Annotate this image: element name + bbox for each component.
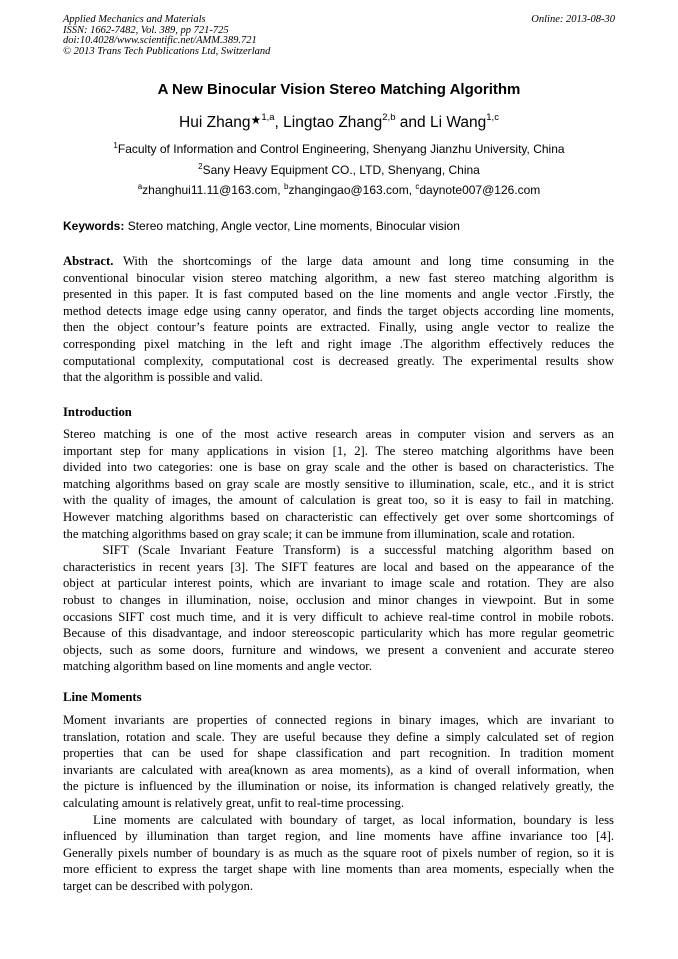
- body-line: important step for many applications in vision [1, 2]. The stereo matching algorithms have been: [63, 443, 614, 458]
- journal-name: Applied Mechanics and Materials: [63, 14, 206, 25]
- author-name: Lingtao Zhang: [283, 114, 383, 131]
- introduction-body: [63, 426, 614, 675]
- abstract-line: [63, 253, 614, 270]
- body-line: matching algorithms based on gray scale are mostly sensitive to illumination, scale, etc., and it is strict: [63, 476, 614, 491]
- author-affiliation-sup: 1,c: [486, 112, 499, 123]
- body-line: matching algorithm based on line moments and angle vector.: [63, 659, 373, 674]
- abstract-line: method detects image edge using canny operator, and finds the target objects according line moments,: [63, 303, 614, 318]
- affiliation-text: Sany Heavy Equipment CO., LTD, Shenyang, China: [202, 163, 480, 177]
- section-heading-line-moments: Line Moments: [63, 690, 142, 704]
- affiliation-2: [0, 163, 678, 177]
- body-line: invariants are calculated with area(known as area moments), as a kind of overall information, when: [63, 762, 614, 777]
- email-link[interactable]: zhanghui11.11@163.com,: [142, 183, 284, 197]
- abstract: [63, 253, 614, 386]
- author-separator: and: [395, 114, 430, 131]
- journal-issn: ISSN: 1662-7482, Vol. 389, pp 721-725: [63, 24, 229, 36]
- body-line: SIFT (Scale Invariant Feature Transform) is a successful matching algorithm based on: [63, 543, 614, 558]
- body-line: properties that can be used for shape classification and part recognition. In tradition moment: [63, 746, 614, 761]
- keywords-text: Stereo matching, Angle vector, Line moments, Binocular vision: [124, 219, 460, 233]
- author-name: Li Wang: [429, 114, 487, 131]
- body-line: the picture is influenced by the illumination or noise, its information is changed relatively greatly, the: [63, 779, 614, 794]
- keywords: [63, 219, 460, 233]
- email-link[interactable]: zhangingao@163.com,: [288, 183, 416, 197]
- journal-copyright: © 2013 Trans Tech Publications Ltd, Switzerland: [63, 45, 271, 57]
- affiliation-text: Faculty of Information and Control Engineering, Shenyang Jianzhu University, China: [117, 142, 565, 156]
- email-link[interactable]: daynote007@126.com: [419, 183, 541, 197]
- author-list: [0, 114, 678, 132]
- body-line: objects, such as some doors, furniture and windows, we present a convenient and accurate stereo: [63, 642, 614, 657]
- author-name: Hui Zhang: [179, 114, 251, 131]
- affiliation-number: 1: [113, 141, 118, 150]
- body-line: Generally pixels number of boundary is as much as the square root of pixels number of region, so it is: [63, 845, 614, 860]
- paper-title: A New Binocular Vision Stereo Matching Algorithm: [157, 81, 521, 98]
- body-line: calculating amount is relatively great, unfit to real-time processing.: [63, 795, 405, 810]
- body-line: Line moments are calculated with boundary of target, as local information, boundary is less: [63, 812, 614, 827]
- body-line: translation, rotation and scale. They are useful because they define a simply calculated set of region: [63, 729, 614, 744]
- body-line: occasions SIFT cost much time, and it is very difficult to achieve real-time control in mobile robots.: [63, 609, 614, 624]
- body-line: with the quality of images, the amount of calculation is great too, so it is easy to fail in matching.: [63, 493, 614, 508]
- affiliation-1: [0, 142, 678, 156]
- body-line: more efficient to express the target shape with line moments than area moments, especially when the: [63, 862, 614, 877]
- author-separator: ,: [274, 114, 284, 131]
- body-line: Moment invariants are properties of connected regions in binary images, which are invariant to: [63, 713, 614, 727]
- abstract-line: then the object contour’s feature points are extracted. Finally, using angle vector to realize the: [63, 320, 614, 335]
- keywords-label: Keywords:: [63, 219, 125, 233]
- abstract-line: conventional binocular vision stereo matching algorithm, a new fast stereo matching algorithm is: [63, 270, 614, 285]
- line-moments-body: [63, 712, 614, 895]
- abstract-text: With the shortcomings of the large data amount and long time consuming in the: [113, 254, 614, 268]
- body-line: influenced by illumination than target region, and line moments have affine invariance too [4].: [63, 829, 614, 844]
- body-line: object at particular interest points, which are invariant to image scale and rotation. They are also: [63, 576, 614, 591]
- online-date: Online: 2013-08-30: [531, 14, 615, 25]
- corresponding-star-icon: ★: [250, 113, 262, 127]
- abstract-line: corresponding pixel matching in the left and right image .The algorithm effectively reduces the: [63, 336, 614, 351]
- body-line: target can be described with polygon.: [63, 878, 254, 893]
- body-line: Because of this disadvantage, and indoor stereoscopic particularity which has more regular geometric: [63, 626, 614, 641]
- journal-doi: doi:10.4028/www.scientific.net/AMM.389.721: [63, 35, 257, 47]
- abstract-line: that the algorithm is possible and valid.: [63, 370, 263, 385]
- author-affiliation-sup: 2,b: [382, 112, 396, 123]
- abstract-label: Abstract.: [63, 254, 114, 268]
- body-line: robust to changes in illumination, noise, occlusion and minor changes in viewpoint. But in some: [63, 592, 614, 607]
- author-emails: [0, 183, 678, 197]
- email-marker: c: [415, 182, 420, 191]
- body-line: Stereo matching is one of the most active research areas in computer vision and servers as an: [63, 427, 614, 441]
- author-affiliation-sup: 1,a: [261, 112, 275, 123]
- body-line: However matching algorithms based on characteristic can effectively get over some shortcomings of: [63, 509, 614, 524]
- body-line: characteristics in recent years [3]. The SIFT features are local and based on the appearance of the: [63, 559, 614, 574]
- abstract-line: computational complexity, computational cost is decreased greatly. The experimental results show: [63, 353, 614, 368]
- section-heading-introduction: Introduction: [63, 405, 132, 419]
- abstract-line: presented in this paper. It is fast computed based on the line moments and angle vector .Firstly, the: [63, 287, 614, 302]
- email-marker: b: [283, 182, 289, 191]
- body-line: divided into two categories: one is base on gray scale and the other is based on characteristics. The: [63, 460, 614, 475]
- journal-header: [63, 15, 270, 57]
- affiliation-number: 2: [198, 162, 203, 171]
- body-line: the matching algorithms based on gray scale; it can be immune from illumination, scale and rotation.: [63, 526, 575, 541]
- email-marker: a: [137, 182, 143, 191]
